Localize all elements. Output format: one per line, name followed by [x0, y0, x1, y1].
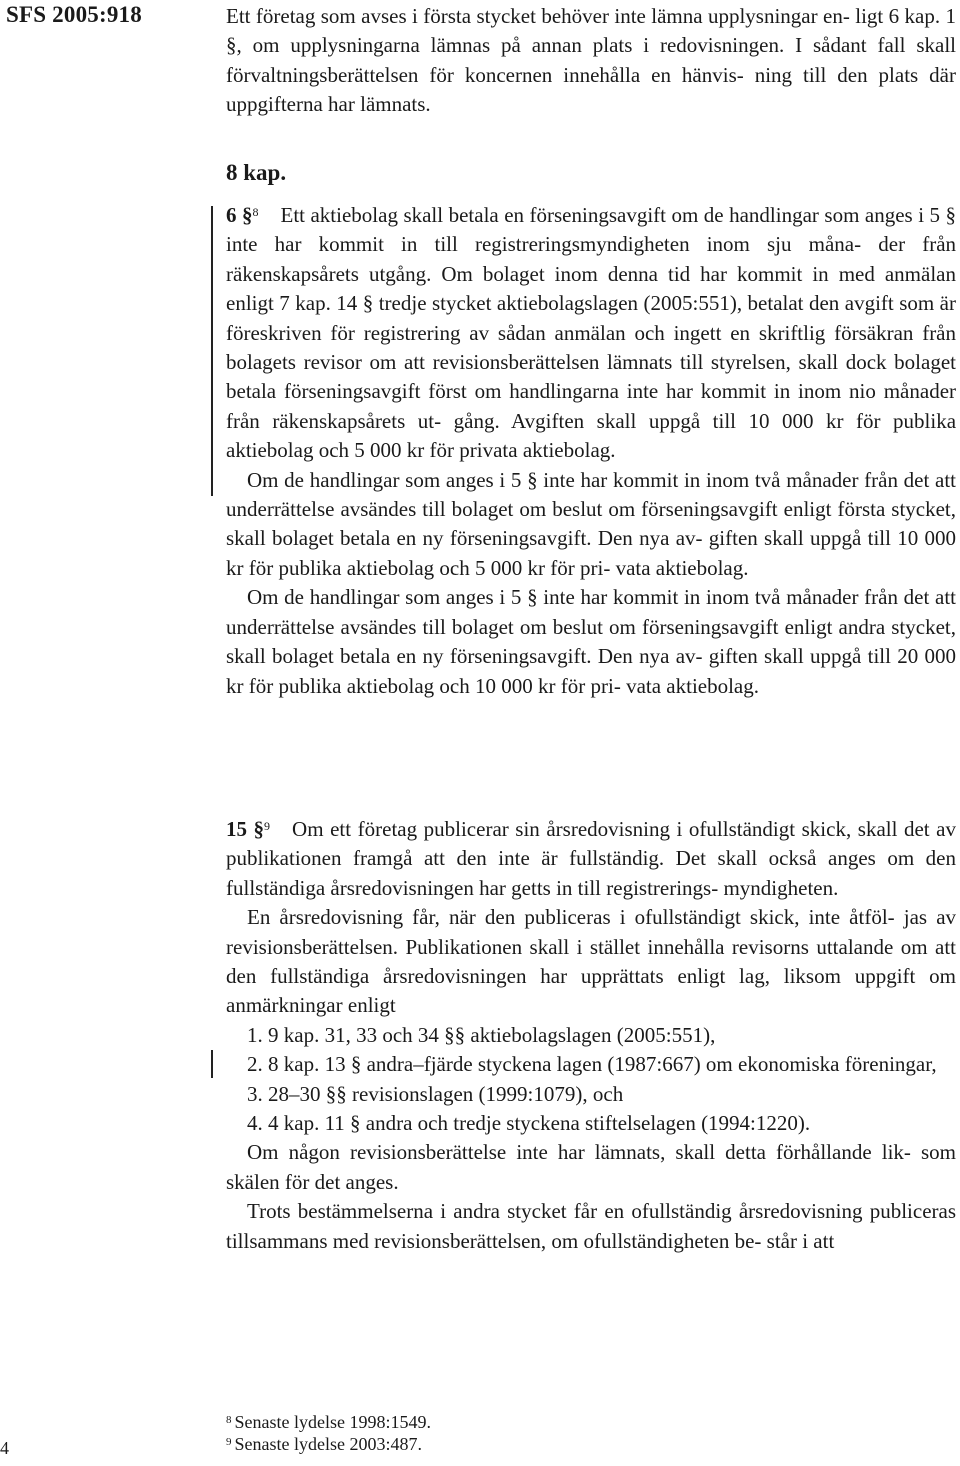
section-15	[226, 815, 956, 1256]
list-item: 4. 4 kap. 11 § andra och tredje styckena stiftelselagen (1994:1220).	[247, 1111, 811, 1136]
footnote-ref: 9	[264, 819, 271, 833]
section-6-paragraph-3: Om de handlingar som anges i 5 § inte har kommit in inom två månader från det att underrättelse avsändes till bolaget om beslut om förseningsavgift enligt andra stycket, skall bolaget betala en ny förseningsavgift. Den nya av- giften skall uppgå till 20 000 kr för publika aktiebolag och 10 000 kr för pri- vata aktiebolag.	[226, 585, 957, 698]
section-15-paragraph-4: Trots bestämmelserna i andra stycket får en ofullständig årsredovisning publiceras tillsammans med revisionsberättelsen, om ofullständigheten be- står i att	[226, 1199, 956, 1253]
footnote-ref: 8	[252, 205, 259, 219]
list-item: 1. 9 kap. 31, 33 och 34 §§ aktiebolagslagen (2005:551),	[247, 1022, 716, 1047]
intro-paragraph	[226, 2, 956, 120]
intro-text: Ett företag som avses i första stycket behöver inte lämna upplysningar en- ligt 6 kap. 1 §, om upplysningarna lämnas på annan plats i redovisningen. I sådant fall skall förvaltningsberättelsen för koncernen innehålla en hänvis- ning till den plats där uppgifterna har lämnats.	[226, 4, 957, 117]
footnote: $^9$ Senaste lydelse 2003:487.	[226, 1434, 422, 1454]
section-number: 6 §	[226, 203, 253, 227]
section-15-paragraph-3: Om någon revisionsberättelse inte har lämnats, skall detta förhållande lik- som skälen för det anges.	[226, 1140, 956, 1194]
footnotes	[226, 1411, 956, 1455]
section-number: 15 §	[226, 817, 265, 841]
section-6-paragraph-2: Om de handlingar som anges i 5 § inte har kommit in inom två månader från det att underrättelse avsändes till bolaget om beslut om förseningsavgift enligt första stycket, skall bolaget betala en ny förseningsavgift. Den nya av- giften skall uppgå till 10 000 kr för publika aktiebolag och 5 000 kr för pri- vata aktiebolag.	[226, 467, 957, 580]
sfs-number: SFS 2005:918	[6, 2, 142, 27]
section-6	[226, 201, 956, 701]
chapter-heading: 8 kap.	[226, 160, 287, 185]
page-number: 4	[0, 1438, 9, 1458]
list-item: 3. 28–30 §§ revisionslagen (1999:1079), och	[247, 1081, 624, 1106]
section-15-paragraph-1: 15 §$^9$ Om ett företag publicerar sin årsredovisning i ofullständigt skick, skall det av publikationen framgå att den inte är fullständig. Det skall också anges om den fullständiga årsredovisningen har getts in till registrerings- myndigheten.	[226, 817, 956, 900]
footnote: $^8$ Senaste lydelse 1998:1549.	[226, 1412, 431, 1432]
section-6-paragraph-1: 6 §$^8$ Ett aktiebolag skall betala en förseningsavgift om de handlingar som anges i 5 § inte har kommit in till registreringsmyndigheten inom sju måna- der från räkenskapsårets utgång. Om bolaget inom denna tid har kommit in med anmälan enligt 7 kap. 14 § tredje stycket aktiebolagslagen (2005:551), betalat den avgift som är föreskriven för registrering av sådan anmälan och ingett en skriftlig försäkran från bolagets revisor om att revisionsberättelsen lämnats till styrelsen, skall dock bolaget betala förseningsavgift först om handlingarna inte har kommit in inom nio månader från räkenskapsårets ut- gång. Avgiften skall uppgå till 10 000 kr för publika aktiebolag och 5 000 kr för privata aktiebolag.	[226, 203, 957, 463]
section-15-paragraph-2: En årsredovisning får, när den publiceras i ofullständigt skick, inte åtföl- jas av revisionsberättelsen. Publikationen skall i stället innehålla revisorns uttalande om att den fullständiga årsredovisningen har upprättats enligt lag, liksom uppgift om anmärkningar enligt	[226, 905, 957, 1018]
list-item: 2. 8 kap. 13 § andra–fjärde styckena lagen (1987:667) om ekonomiska föreningar,	[247, 1052, 937, 1077]
change-bar	[211, 206, 213, 496]
change-bar	[211, 1050, 213, 1078]
